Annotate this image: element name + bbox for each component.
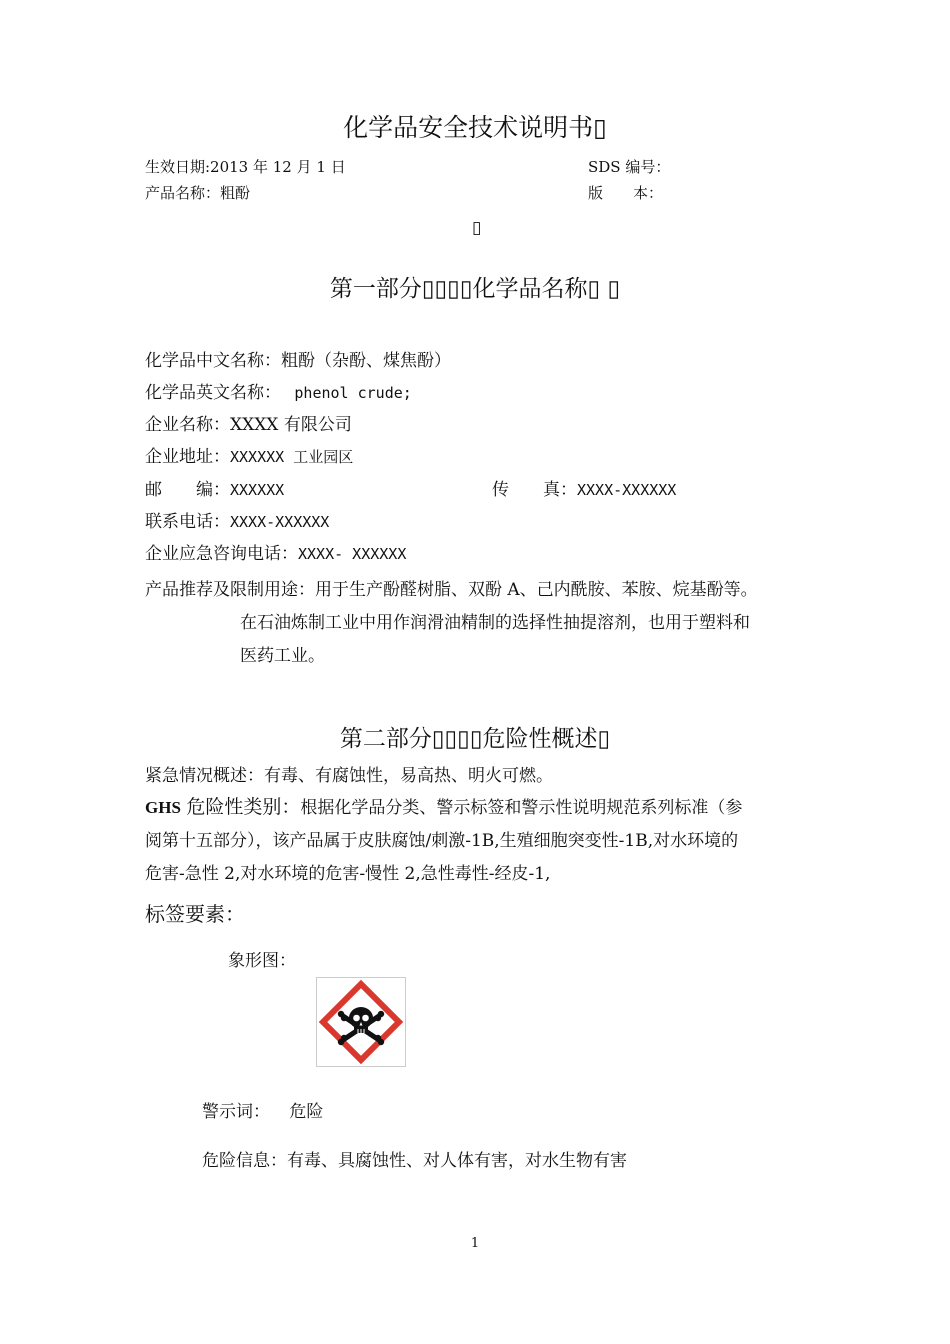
placeholder-box: ▯ xyxy=(444,726,458,752)
emergency-phone: 企业应急咨询电话：XXXX- XXXXXX xyxy=(145,544,407,564)
ghs-category-line-3: 危害-急性 2,对水环境的危害-慢性 2,急性毒性-经皮-1, xyxy=(145,864,551,884)
section1-heading: 第一部分▯▯▯▯化学品名称▯ ▯ xyxy=(329,276,621,302)
placeholder-box: ▯ xyxy=(459,276,473,302)
fax: 传 真：XXXX-XXXXXX xyxy=(492,480,677,500)
placeholder-box: ▯ xyxy=(472,218,482,238)
usage-line-3: 医药工业。 xyxy=(240,646,325,666)
placeholder-box: ▯ xyxy=(597,726,611,752)
emergency-overview: 紧急情况概述：有毒、有腐蚀性，易高热、明火可燃。 xyxy=(145,766,553,786)
ghs-category-line-1: GHS 危险性类别：根据化学品分类、警示标签和警示性说明规范系列标准（参 xyxy=(145,796,743,818)
placeholder-box: ▯ xyxy=(421,276,435,302)
page-number: 1 xyxy=(470,1236,480,1251)
usage-line-2: 在石油炼制工业中用作润滑油精制的选择性抽提溶剂，也用于塑料和 xyxy=(240,613,750,633)
placeholder-box: ▯ xyxy=(431,726,445,752)
company-address: 企业地址：XXXXXX 工业园区 xyxy=(145,447,354,467)
placeholder-box: ▯ xyxy=(434,276,448,302)
skull-and-crossbones-icon xyxy=(316,977,406,1067)
label-elements-heading: 标签要素： xyxy=(145,902,245,926)
company-name: 企业名称：XXXX 有限公司 xyxy=(145,415,352,435)
placeholder-box: ▯ xyxy=(447,276,460,302)
skull-and-crossbones-icon-svg xyxy=(317,978,405,1066)
english-name: 化学品英文名称： phenol crude; xyxy=(145,383,412,403)
document-title: 化学品安全技术说明书▯ xyxy=(343,113,607,142)
pictogram-label: 象形图： xyxy=(228,951,296,971)
usage-line-1: 产品推荐及限制用途：用于生产酚醛树脂、双酚 A、己内酰胺、苯胺、烷基酚等。 xyxy=(145,580,758,600)
postcode: 邮 编：XXXXXX xyxy=(145,480,285,500)
placeholder-box: ▯ xyxy=(607,276,621,302)
placeholder-box: ▯ xyxy=(593,113,607,142)
section2-heading: 第二部分▯▯▯▯危险性概述▯ xyxy=(339,726,611,752)
chinese-name: 化学品中文名称：粗酚（杂酚、煤焦酚） xyxy=(145,351,451,371)
hazard-information: 危险信息：有毒、具腐蚀性、对人体有害，对水生物有害 xyxy=(202,1151,627,1171)
signal-word: 警示词： 危险 xyxy=(202,1102,324,1122)
product-name: 产品名称：粗酚 xyxy=(145,184,251,202)
placeholder-box: ▯ xyxy=(587,276,601,302)
contact-phone: 联系电话：XXXX-XXXXXX xyxy=(145,512,330,532)
placeholder-box: ▯ xyxy=(457,726,470,752)
effective-date: 生效日期:2013 年 12 月 1 日 xyxy=(145,158,346,176)
version-label: 版 本： xyxy=(588,184,664,202)
placeholder-box: ▯ xyxy=(469,726,483,752)
ghs-category-line-2: 阅第十五部分），该产品属于皮肤腐蚀/刺激-1B,生殖细胞突变性-1B,对水环境的 xyxy=(145,831,739,851)
sds-number-label: SDS 编号： xyxy=(588,158,671,176)
